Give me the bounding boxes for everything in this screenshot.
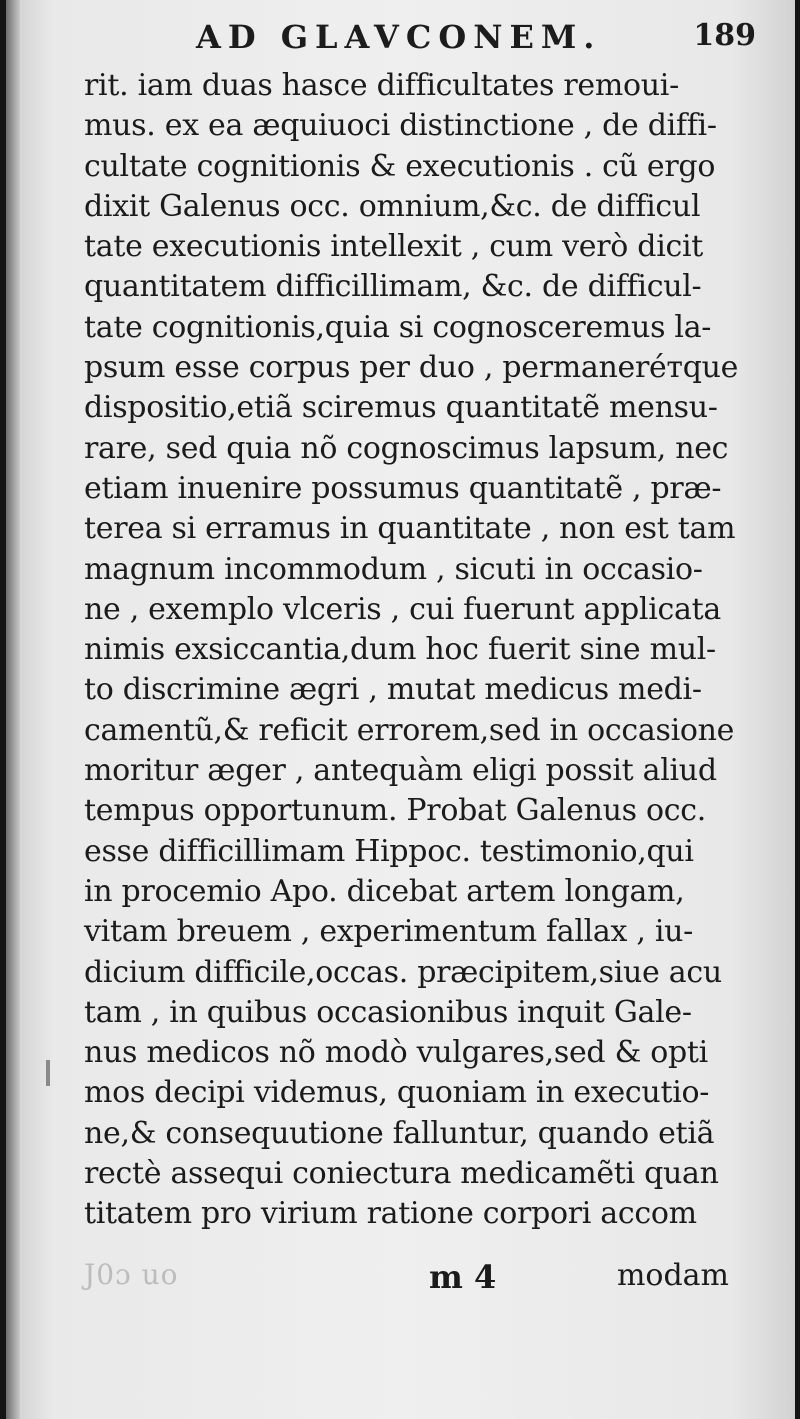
- show-through-text: J0ɔ uo: [84, 1258, 179, 1291]
- text-line: cultate cognitionis & executionis . cũ ergo: [84, 148, 716, 184]
- text-line: vitam breuem , experimentum fallax , iu-: [84, 914, 693, 950]
- text-line: ne , exemplo vlceris , cui fuerunt applicata: [84, 591, 721, 627]
- text-line: esse difficillimam Hippoc. testimonio,qui: [84, 833, 694, 869]
- text-line: moritur æger , antequàm eligi possit aliud: [84, 753, 717, 789]
- text-line: etiam inuenire possumus quantitatẽ , præ-: [84, 470, 722, 506]
- text-line: tate executionis intellexit , cum verò dicit: [84, 229, 704, 265]
- text-line: nimis exsiccantia,dum hoc fuerit sine mul-: [84, 632, 716, 668]
- text-line: dixit Galenus occ. omnium,&c. de difficul: [84, 188, 701, 224]
- text-line: tempus opportunum. Probat Galenus occ.: [84, 793, 706, 829]
- signature-mark: m 4: [429, 1258, 497, 1296]
- running-title: AD GLAVCONEM.: [196, 18, 602, 56]
- text-line: camentũ,& reficit errorem,sed in occasione: [84, 712, 735, 748]
- text-line: dispositio,etiã sciremus quantitatẽ mensu-: [84, 390, 718, 426]
- text-line: rare, sed quia nõ cognoscimus lapsum, nec: [84, 430, 729, 466]
- page-number: 189: [693, 18, 756, 53]
- text-line: ne,& consequutione falluntur, quando etiã: [84, 1115, 715, 1151]
- text-line: rit. iam duas hasce difficultates remoui-: [84, 68, 679, 103]
- text-line: mos decipi videmus, quoniam in executio-: [84, 1075, 710, 1111]
- page-gutter-shadow: [6, 0, 20, 1419]
- book-page: [6, 0, 795, 1419]
- margin-mark: [46, 1060, 50, 1086]
- page-header: [196, 18, 756, 68]
- text-line: psum esse corpus per duo , permaneréтque: [84, 350, 739, 386]
- text-line: to discrimine ægri , mutat medicus medi-: [84, 672, 702, 708]
- text-line: magnum incommodum , sicuti in occasio-: [84, 551, 703, 587]
- text-line: in procemio Apo. dicebat artem longam,: [84, 873, 685, 909]
- text-line: rectè assequi coniectura medicamẽti quan: [84, 1156, 719, 1192]
- text-line: quantitatem difficillimam, &c. de difficul-: [84, 269, 702, 305]
- text-line: mus. ex ea æquiuoci distinctione , de diffi-: [84, 108, 717, 144]
- body-text-block: [84, 66, 764, 1235]
- text-line: nus medicos nõ modò vulgares,sed & opti: [84, 1035, 708, 1071]
- text-line: terea si erramus in quantitate , non est tam: [84, 511, 736, 547]
- text-line: dicium difficile,occas. præcipitem,siue acu: [84, 954, 722, 990]
- text-line: tate cognitionis,quia si cognosceremus la-: [84, 309, 712, 345]
- catchword: modam: [616, 1258, 729, 1293]
- page-footer: [84, 1258, 729, 1308]
- text-line: titatem pro virium ratione corpori accom: [84, 1196, 697, 1232]
- text-line: tam , in quibus occasionibus inquit Gale-: [84, 994, 692, 1030]
